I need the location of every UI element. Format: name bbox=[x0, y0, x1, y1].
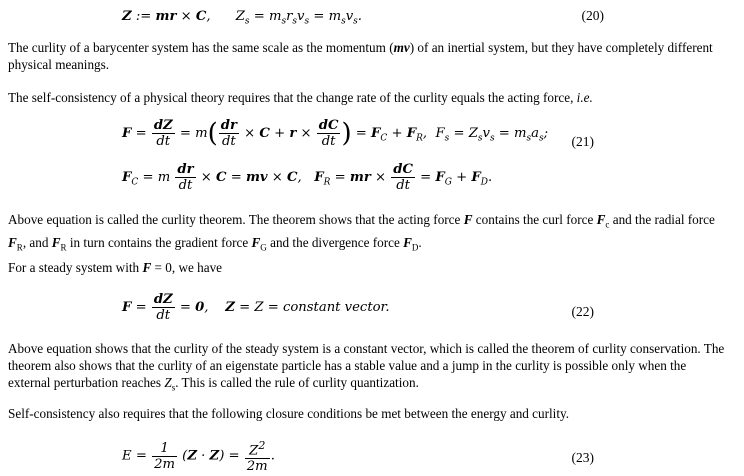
equation-22: F = $\frac{dZ}{dt}$ = 0, Z = Z = constant vector. bbox=[122, 292, 390, 323]
equation-21-line2: $F_C = m$ $\frac{dr}{dt}$ × C = mv × C, $F_R$ = mr × $\frac{dC}{dt}$ = $F_G + F_D$. bbox=[122, 162, 493, 193]
fraction-dZ-dt-3: $\frac{dZ}{dt}$ bbox=[153, 292, 173, 323]
fraction-dZ-dt: $\frac{dZ}{dt}$ bbox=[153, 118, 173, 149]
equation-23: E = $\frac{1}{2m}$ (Z · Z) = $\frac{Z^2}{2m}$ . bbox=[122, 439, 275, 475]
fraction-dr-dt: $\frac{dr}{dt}$ bbox=[220, 118, 237, 149]
paragraph-steady-system: For a steady system with F = 0, we have bbox=[8, 260, 223, 275]
paragraph-self-consistency: The self-consistency of a physical theory requires that the change rate of the curlity equals the acting force, i.e. bbox=[8, 90, 593, 105]
paragraph-curlity-conservation: Above equation shows that the curlity of the steady system is a constant vector, which is called the theorem of curlity conservation. The theorem also shows that the curlity of an eigenstate particle has a stable value and a jump in the curlity is possible only when the external perturbation reaches $Z_s$. This is called the rule of curlity quantization. bbox=[8, 341, 725, 393]
fraction-dC-dt-2: $\frac{dC}{dt}$ bbox=[393, 162, 413, 193]
equation-21-line1: F = $\frac{dZ}{dt}$ = m( $\frac{dr}{dt}$ × C + r × $\frac{dC}{dt}$ ) = $F_C + F_R$, $F_s = Z_sv_s = m_sa_s$; bbox=[122, 118, 549, 149]
fraction-dr-dt-2: $\frac{dr}{dt}$ bbox=[177, 162, 194, 193]
fraction-dC-dt: $\frac{dC}{dt}$ bbox=[318, 118, 339, 149]
equation-number-22: (22) bbox=[571, 304, 594, 319]
paragraph-curlity-theorem: Above equation is called the curlity theorem. The theorem shows that the acting force F contains the curl force $F_c$ and the radial force $F_R$, and $F_R$ in turn contains the gradient force $F_G$ and the divergence force $F_D$. bbox=[8, 212, 715, 253]
constant-vector-text: Z = constant vector. bbox=[254, 300, 390, 315]
equation-number-21: (21) bbox=[571, 134, 594, 149]
paragraph-curlity-scale: The curlity of a barycenter system has the same scale as the momentum (mv) of an inertial system, but they have completely different physical meanings. bbox=[8, 40, 713, 72]
fraction-Z2-2m: $\frac{Z^2}{2m}$ bbox=[246, 439, 268, 475]
equation-number-20: (20) bbox=[581, 8, 604, 23]
equation-20: Z := mr × C, $Z_s = m_sr_sv_s = m_sv_s$. bbox=[122, 9, 362, 27]
equation-number-23: (23) bbox=[571, 450, 594, 465]
paragraph-closure-conditions: Self-consistency also requires that the following closure conditions be met between the energy and curlity. bbox=[8, 406, 570, 421]
fraction-1-2m: $\frac{1}{2m}$ bbox=[154, 440, 175, 472]
